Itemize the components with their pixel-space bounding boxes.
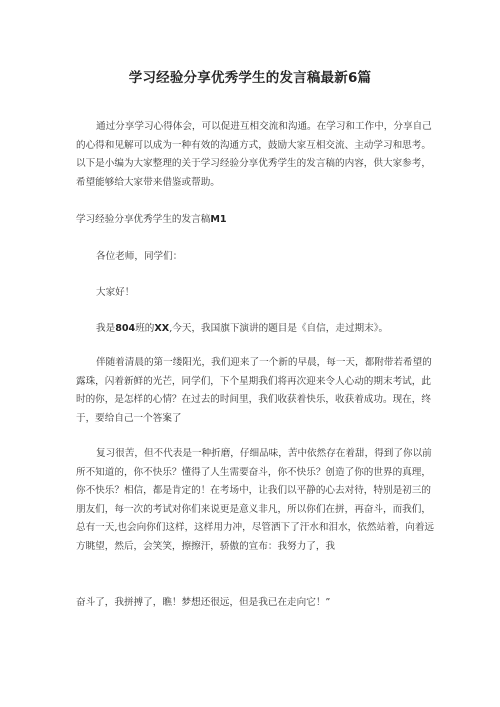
- section-heading-number: M1: [210, 214, 227, 225]
- speech-intro: [96, 320, 388, 339]
- class-number: 804: [115, 323, 136, 334]
- hello-line: 大家好！: [96, 287, 135, 298]
- speaker-name: XX: [154, 323, 170, 334]
- body-paragraph-1: 伴随着清晨的第一缕阳光，我们迎来了一个新的早晨，每一天，都附带若希望的露珠，闪着新鲜的光芒，同学们，下个星期我们将再次迎来令人心动的期末考试，此时的你，是怎样的心情？在过去的时间里，我们收获着快乐，收获着成功。现在，终于，要给自己一个答案了: [76, 357, 432, 424]
- body-paragraph-3: 奋斗了，我拼搏了，瞧！梦想还很远，但是我已在走向它！”: [76, 597, 331, 608]
- section-heading: [76, 211, 227, 230]
- intro-paragraph: 通过分享学习心得体会，可以促进互相交流和沟通。在学习和工作中，分享自己的心得和见解可以成为一种有效的沟通方式，鼓励大家互相交流、主动学习和思考。以下是小编为大家整理的关于学习经验分享优秀学生的发言稿的内容，供大家参考，希望能够给大家带来借鉴或帮助。: [76, 121, 432, 188]
- speech-intro-text-c: ,今天，我国旗下演讲的题目是《自信，走过期末》。: [169, 323, 389, 334]
- body-paragraph-2: 复习很苦，但不代表是一种折磨，仔细品味，苦中依然存在着甜，得到了你以前所不知道的，你不快乐？懂得了人生需要奋斗，你不快乐？创造了你的世界的真理，你不快乐？相信，都是肯定的！在考场中，让我们以平静的心去对待，特别是初三的朋友们，每一次的考试对你们来说更是意义非凡，所以你们在拼，再奋斗，而我们，总有一天,也会向你们这样，这样用力冲，尽管洒下了汗水和泪水，依然站着，向着远方眺望，然后，会笑笑，擦擦汗，骄傲的宣布：我努力了，我: [76, 448, 435, 552]
- greeting: 各位老师，同学们：: [96, 251, 183, 262]
- speech-intro-text-a: 我是: [96, 323, 116, 334]
- section-heading-text: 学习经验分享优秀学生的发言稿: [76, 214, 211, 225]
- speech-intro-text-b: 班的: [135, 323, 155, 334]
- document-title: 学习经验分享优秀学生的发言稿最新6篇: [128, 70, 372, 86]
